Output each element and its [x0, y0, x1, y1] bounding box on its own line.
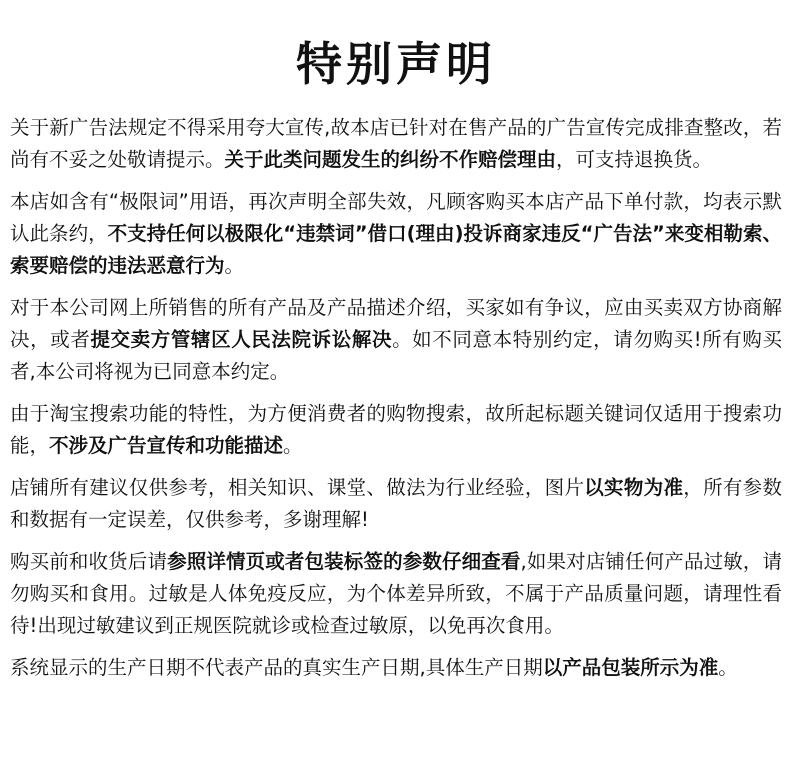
paragraph-6 [10, 546, 782, 642]
paragraph-1 [10, 112, 782, 176]
text-segment: 系统显示的生产日期不代表产品的真实生产日期,具体生产日期 [10, 656, 543, 679]
bold-segment: 参照详情页或者包装标签的参数仔细查看 [167, 550, 521, 573]
notice-body [10, 112, 782, 684]
bold-segment: 不涉及广告宣传和功能描述 [49, 434, 284, 457]
text-segment: 。 [283, 434, 303, 457]
bold-segment: 不支持任何以极限化“违禁词”借口(理由)投诉商家违反“广告法”来变相勒索、索要赔偿的违法恶意行为 [10, 222, 782, 277]
paragraph-7 [10, 652, 782, 684]
bold-segment: 以实物为准 [584, 476, 684, 499]
paragraph-4 [10, 398, 782, 462]
text-segment: ，所有参数和数据有一定误差，仅供参考，多谢理解! [10, 476, 782, 531]
bold-segment: 以产品包装所示为准 [542, 656, 719, 679]
paragraph-3 [10, 292, 782, 388]
text-segment: ,如果对店铺任何产品过敏，请勿购买和食用。过敏是人体免疫反应，为个体差异所致，不属于产品质量问题，请理性看待!出现过敏建议到正规医院就诊或检查过敏原，以免再次食用。 [10, 550, 782, 637]
bold-segment: 关于此类问题发生的纠纷不作赔偿理由 [224, 148, 557, 171]
paragraph-5 [10, 472, 782, 536]
text-segment: 本店如含有“极限词”用语，再次声明全部失效，凡顾客购买本店产品下单付款，均表示默认此条约， [10, 190, 782, 245]
bold-segment: 提交卖方管辖区人民法院诉讼解决 [90, 328, 393, 351]
text-segment: 。如不同意本特别约定，请勿购买!所有购买者,本公司将视为已同意本约定。 [10, 328, 782, 383]
text-segment: ，可支持退换货。 [556, 148, 713, 171]
paragraph-2 [10, 186, 782, 282]
text-segment: 店铺所有建议仅供参考，相关知识、课堂、做法为行业经验，图片 [10, 476, 585, 499]
text-segment: 购买前和收货后请 [10, 550, 168, 573]
text-segment: 关于新广告法规定不得采用夸大宣传,故本店已针对在售产品的广告宣传完成排查整改，若尚有不妥之处敬请提示。 [10, 116, 782, 171]
text-segment: 由于淘宝搜索功能的特性，为方便消费者的购物搜索，故所起标题关键词仅适用于搜索功能， [10, 402, 782, 457]
text-segment: 。 [224, 254, 245, 277]
text-segment: 。 [718, 656, 738, 679]
page-title: 特别声明 [296, 37, 496, 91]
text-segment: 对于本公司网上所销售的所有产品及产品描述介绍，买家如有争议，应由买卖双方协商解决，或者 [10, 296, 782, 351]
